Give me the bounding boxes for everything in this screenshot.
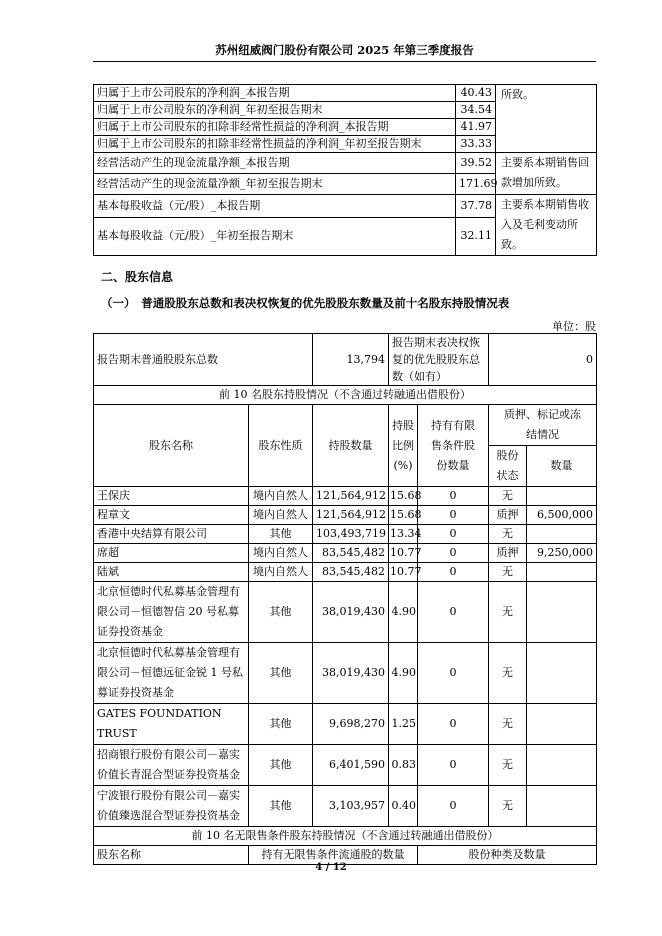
col-header-status: 股份状态	[489, 446, 527, 487]
shareholder-restricted: 0	[418, 704, 489, 745]
indicator-name: 归属于上市公司股东的净利润_本报告期	[94, 85, 456, 102]
pledge-status: 无	[489, 745, 527, 786]
shareholder-qty: 121,564,912	[313, 487, 389, 506]
shareholder-restricted: 0	[418, 506, 489, 525]
shareholder-nature: 其他	[249, 643, 313, 704]
shareholder-restricted: 0	[418, 563, 489, 582]
shareholder-ratio: 15.68	[389, 487, 418, 506]
shareholder-name: 招商银行股份有限公司－嘉实价值长青混合型证券投资基金	[94, 745, 249, 786]
indicator-name: 归属于上市公司股东的扣除非经常性损益的净利润_本报告期	[94, 119, 456, 136]
indicator-value: 41.97	[456, 119, 496, 136]
col-header-name: 股东名称	[94, 405, 249, 487]
shareholder-qty: 83,545,482	[313, 563, 389, 582]
table-row	[94, 506, 597, 525]
shareholder-nature: 其他	[249, 525, 313, 544]
shareholder-nature: 境内自然人	[249, 544, 313, 563]
shareholder-qty: 38,019,430	[313, 643, 389, 704]
table-row	[94, 544, 597, 563]
shareholder-qty: 103,493,719	[313, 525, 389, 544]
shareholder-name: GATES FOUNDATION TRUST	[94, 704, 249, 745]
unrestricted-caption: 前 10 名无限售条件股东持股情况（不含通过转融通出借股份）	[94, 827, 597, 846]
header-rule	[93, 61, 596, 62]
unrestricted-col-type: 股份种类及数量	[418, 846, 597, 865]
shareholder-ratio: 15.68	[389, 506, 418, 525]
shareholder-restricted: 0	[418, 525, 489, 544]
table-row	[94, 195, 597, 218]
shareholder-nature: 境内自然人	[249, 487, 313, 506]
pledge-qty	[527, 745, 597, 786]
col-header-pledge-qty: 数量	[527, 446, 597, 487]
shareholder-restricted: 0	[418, 544, 489, 563]
page-number: 4 / 12	[315, 862, 347, 873]
indicator-remark: 所致。	[496, 85, 597, 153]
shareholder-ratio: 4.90	[389, 643, 418, 704]
pledge-status: 无	[489, 487, 527, 506]
shareholder-name: 程章文	[94, 506, 249, 525]
summary-row	[94, 334, 597, 386]
shareholder-nature: 其他	[249, 704, 313, 745]
unit-label: 单位：股	[552, 320, 596, 333]
caption-row	[94, 386, 597, 405]
pledge-qty	[527, 643, 597, 704]
indicator-remark: 主要系本期销售回款增加所致。	[496, 153, 597, 195]
shareholder-restricted: 0	[418, 582, 489, 643]
shareholder-ratio: 1.25	[389, 704, 418, 745]
pledge-status: 无	[489, 582, 527, 643]
header-row	[94, 405, 597, 446]
pledge-status: 质押	[489, 544, 527, 563]
col-header-pledge: 质押、标记或冻结情况	[489, 405, 597, 446]
shareholder-ratio: 0.40	[389, 786, 418, 827]
table-row	[94, 487, 597, 506]
pledge-status: 无	[489, 525, 527, 544]
indicator-remark: 主要系本期销售收入及毛利变动所致。	[496, 195, 597, 256]
shareholder-qty: 9,698,270	[313, 704, 389, 745]
preferred-shareholders-label: 报告期末表决权恢复的优先股股东总数（如有）	[389, 334, 489, 386]
pledge-status: 无	[489, 563, 527, 582]
unrestricted-col-name: 股东名称	[94, 846, 249, 865]
indicator-value: 40.43	[456, 85, 496, 102]
table-row	[94, 582, 597, 643]
pledge-qty	[527, 704, 597, 745]
pledge-qty	[527, 582, 597, 643]
shareholder-restricted: 0	[418, 786, 489, 827]
indicator-value: 33.33	[456, 136, 496, 153]
total-shareholders-value: 13,794	[313, 334, 389, 386]
shareholder-nature: 其他	[249, 786, 313, 827]
shareholder-nature: 其他	[249, 745, 313, 786]
indicator-name: 归属于上市公司股东的净利润_年初至报告期末	[94, 102, 456, 119]
indicator-value: 37.78	[456, 195, 496, 218]
col-header-nature: 股东性质	[249, 405, 313, 487]
col-header-ratio: 持股比例(%)	[389, 405, 418, 487]
shareholder-qty: 83,545,482	[313, 544, 389, 563]
shareholder-name: 北京恒德时代私募基金管理有限公司－恒德智信 20 号私募证券投资基金	[94, 582, 249, 643]
indicator-value: 171.69	[456, 174, 496, 195]
report-header-title: 苏州纽威阀门股份有限公司 2025 年第三季度报告	[215, 43, 474, 57]
col-header-qty: 持股数量	[313, 405, 389, 487]
pledge-qty	[527, 786, 597, 827]
shareholder-restricted: 0	[418, 487, 489, 506]
col-header-restricted: 持有有限售条件股份数量	[418, 405, 489, 487]
unrestricted-col-qty: 持有无限售条件流通股的数量	[249, 846, 418, 865]
table-row	[94, 563, 597, 582]
indicator-value: 32.11	[456, 217, 496, 255]
indicator-value: 39.52	[456, 153, 496, 174]
indicator-name: 经营活动产生的现金流量净额_年初至报告期末	[94, 174, 456, 195]
shareholder-qty: 38,019,430	[313, 582, 389, 643]
pledge-qty	[527, 487, 597, 506]
table-row	[94, 643, 597, 704]
shareholder-ratio: 10.77	[389, 544, 418, 563]
shareholder-ratio: 10.77	[389, 563, 418, 582]
shareholder-nature: 境内自然人	[249, 563, 313, 582]
shareholder-name: 王保庆	[94, 487, 249, 506]
pledge-qty	[527, 563, 597, 582]
shareholder-nature: 其他	[249, 582, 313, 643]
shareholder-ratio: 0.83	[389, 745, 418, 786]
indicator-name: 基本每股收益（元/股）_年初至报告期末	[94, 217, 456, 255]
preferred-shareholders-value: 0	[489, 334, 597, 386]
shareholder-restricted: 0	[418, 745, 489, 786]
shareholder-ratio: 13.34	[389, 525, 418, 544]
indicator-name: 归属于上市公司股东的扣除非经常性损益的净利润_年初至报告期末	[94, 136, 456, 153]
section-title: 二、股东信息	[101, 270, 174, 284]
shareholder-table	[93, 333, 597, 865]
shareholder-restricted: 0	[418, 643, 489, 704]
table-row	[94, 704, 597, 745]
pledge-qty: 9,250,000	[527, 544, 597, 563]
table-row	[94, 525, 597, 544]
shareholder-qty: 3,103,957	[313, 786, 389, 827]
table-row	[94, 745, 597, 786]
table-row	[94, 85, 597, 102]
top10-caption: 前 10 名股东持股情况（不含通过转融通出借股份）	[94, 386, 597, 405]
shareholder-name: 香港中央结算有限公司	[94, 525, 249, 544]
pledge-status: 质押	[489, 506, 527, 525]
shareholder-ratio: 4.90	[389, 582, 418, 643]
shareholder-qty: 6,401,590	[313, 745, 389, 786]
pledge-status: 无	[489, 643, 527, 704]
shareholder-name: 席超	[94, 544, 249, 563]
indicator-name: 经营活动产生的现金流量净额_本报告期	[94, 153, 456, 174]
shareholder-nature: 境内自然人	[249, 506, 313, 525]
subsection-title: （一） 普通股股东总数和表决权恢复的优先股股东数量及前十名股东持股情况表	[101, 296, 510, 310]
table-row	[94, 786, 597, 827]
indicator-change-table	[93, 84, 597, 256]
pledge-status: 无	[489, 786, 527, 827]
indicator-value: 34.54	[456, 102, 496, 119]
total-shareholders-label: 报告期末普通股股东总数	[94, 334, 313, 386]
shareholder-qty: 121,564,912	[313, 506, 389, 525]
indicator-name: 基本每股收益（元/股）_本报告期	[94, 195, 456, 218]
pledge-qty	[527, 525, 597, 544]
pledge-qty: 6,500,000	[527, 506, 597, 525]
pledge-status: 无	[489, 704, 527, 745]
shareholder-name: 宁波银行股份有限公司－嘉实价值臻选混合型证券投资基金	[94, 786, 249, 827]
shareholder-name: 陆斌	[94, 563, 249, 582]
table-row	[94, 153, 597, 174]
caption-row	[94, 827, 597, 846]
shareholder-name: 北京恒德时代私募基金管理有限公司－恒德远征金锐 1 号私募证券投资基金	[94, 643, 249, 704]
